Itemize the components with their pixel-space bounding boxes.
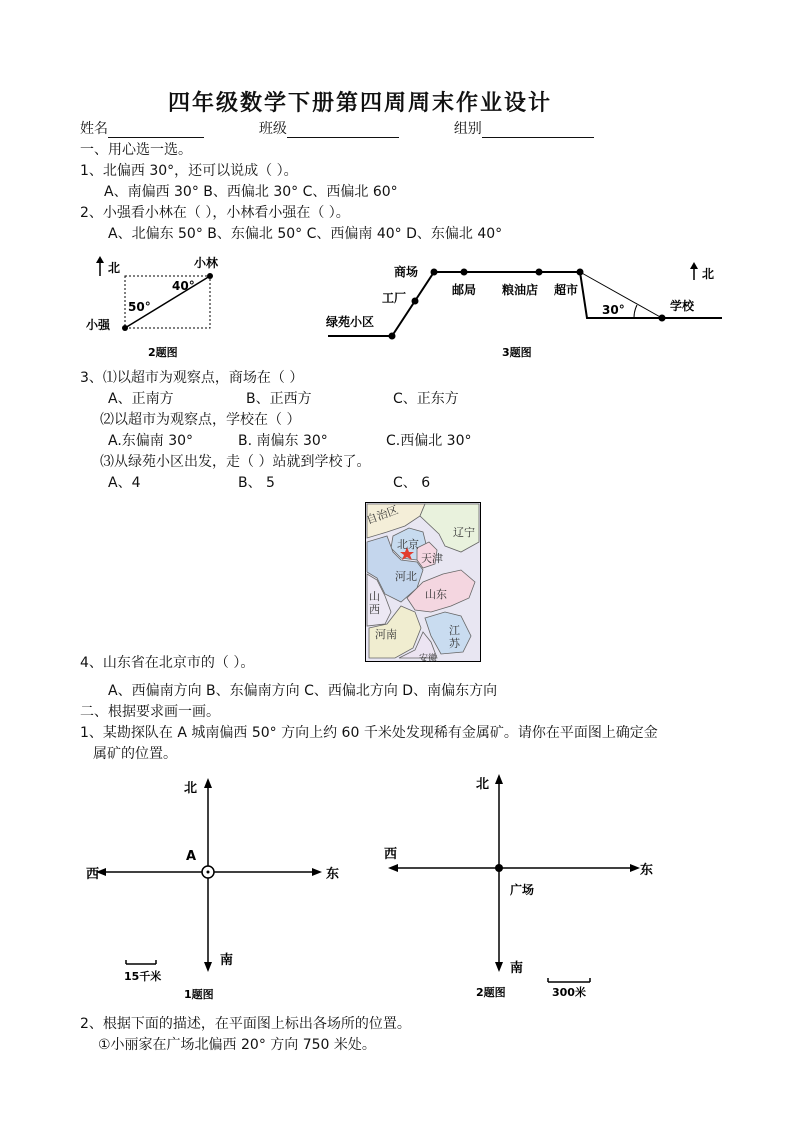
map-label-jiangsu-2: 苏 [449, 637, 460, 650]
q3-p2-opt-c: C.西偏北 30° [386, 433, 472, 449]
q3-p2-opt-a: A.东偏南 30° [108, 433, 194, 449]
west-label: 西 [86, 867, 100, 882]
square-dot [495, 864, 503, 872]
q3-p3-opt-b: B、 5 [238, 475, 275, 491]
q3-part3: ⑶从绿苑小区出发，走（ ）站就到学校了。 [100, 454, 371, 470]
map-label-anhui: 安徽 [419, 654, 438, 662]
fig2b-caption: 2题图 [476, 986, 506, 999]
scale-label: 15千米 [124, 970, 162, 983]
west-label: 西 [384, 847, 398, 862]
q4-text: 4、山东省在北京市的（ ）。 [80, 655, 255, 671]
south-arrowhead [495, 962, 503, 972]
group-label: 组别 [453, 121, 482, 137]
north-arrowhead [96, 256, 104, 263]
scale-label: 300米 [552, 986, 586, 999]
north-arrowhead [204, 778, 212, 788]
east-label: 东 [326, 867, 340, 882]
xiaoqiang-label: 小强 [86, 318, 111, 332]
map-label-beijing: 北京 [397, 538, 419, 551]
q2-options: A、北偏东 50° B、东偏北 50° C、西偏南 40° D、东偏北 40° [108, 226, 503, 242]
q3-part2: ⑵以超市为观察点，学校在（ ） [100, 412, 301, 428]
shangchang-label: 商场 [394, 265, 419, 279]
stop-gongchang [412, 298, 419, 305]
fig3-caption: 3题图 [502, 346, 532, 359]
q2-text: 2、小强看小林在（ ），小林看小强在（ ）。 [80, 205, 350, 221]
south-label: 南 [220, 953, 234, 968]
map-label-zizhiqu: 自治区 [365, 503, 401, 527]
map-label-henan: 河南 [375, 628, 397, 641]
s2-q2-line1: 2、根据下面的描述，在平面图上标出各场所的位置。 [80, 1016, 411, 1032]
north-label: 北 [184, 781, 198, 796]
map-label-shandong: 山东 [425, 588, 447, 601]
youju-label: 邮局 [452, 283, 477, 297]
q4-options: A、西偏南方向 B、东偏南方向 C、西偏北方向 D、南偏东方向 [108, 683, 498, 699]
map-label-shanxi-1: 山 [369, 590, 380, 603]
north-arrowhead-3 [690, 262, 698, 269]
stop-liangyoudian [536, 269, 543, 276]
q3-p3-opt-a: A、4 [108, 475, 141, 491]
q3-part1: 3、⑴以超市为观察点，商场在（ ） [80, 370, 304, 386]
gongchang-label: 工厂 [382, 291, 407, 305]
q3-p3-opt-c: C、 6 [393, 475, 431, 491]
province-map [365, 502, 481, 662]
xiaolin-label: 小林 [194, 256, 219, 270]
north-label: 北 [476, 777, 490, 792]
point-a-label: A [186, 849, 197, 864]
q1-text: 1、北偏西 30°，还可以说成（ ）。 [80, 163, 298, 179]
xuexiao-label: 学校 [670, 299, 695, 313]
s2-q1-line1: 1、某勘探队在 A 城南偏西 50° 方向上约 60 千米处发现稀有金属矿。请你在平面图上确定金 [80, 725, 658, 741]
q3-p1-opt-a: A、正南方 [108, 391, 174, 407]
stop-shangchang [431, 269, 438, 276]
figure-q3 [322, 256, 732, 363]
class-blank[interactable] [287, 123, 399, 138]
fig2-caption: 2题图 [148, 346, 178, 359]
square-label: 广场 [510, 883, 535, 897]
west-arrowhead [388, 864, 398, 872]
angle-arc [634, 305, 637, 318]
student-info-row [80, 120, 594, 138]
map-label-jiangsu-1: 江 [449, 624, 460, 637]
q1-options: A、南偏西 30° B、西偏北 30° C、西偏北 60° [104, 184, 398, 200]
east-arrowhead [312, 868, 322, 876]
q3-p2-opt-b: B. 南偏东 30° [238, 433, 328, 449]
xiaolin-dot [207, 273, 213, 279]
q3-p1-opt-c: C、正东方 [393, 391, 459, 407]
map-label-liaoning: 辽宁 [453, 526, 475, 539]
lvyuan-label: 绿苑小区 [326, 315, 375, 329]
fig1-caption: 1题图 [184, 988, 214, 1001]
angle-40-label: 40° [172, 279, 195, 293]
stop-lvyuan [389, 333, 396, 340]
point-a-center [207, 871, 210, 874]
group-blank[interactable] [482, 123, 594, 138]
compass-figure-1 [80, 774, 350, 1004]
class-label: 班级 [258, 121, 287, 137]
south-arrowhead [204, 962, 212, 972]
north-label-3: 北 [702, 267, 715, 281]
q3-p1-opt-b: B、正西方 [246, 391, 312, 407]
name-blank[interactable] [108, 123, 204, 138]
compass-figure-2 [380, 770, 670, 1002]
east-label: 东 [640, 863, 654, 878]
figure-q2 [80, 248, 250, 363]
section1-heading: 一、用心选一选。 [80, 142, 192, 158]
map-label-hebei: 河北 [395, 570, 417, 583]
s2-q1-line2: 属矿的位置。 [93, 746, 177, 762]
angle-50-label: 50° [128, 300, 151, 314]
s2-q2-line2: ①小丽家在广场北偏西 20° 方向 750 米处。 [98, 1037, 376, 1053]
stop-youju [461, 269, 468, 276]
xiaoqiang-dot [122, 325, 128, 331]
chaoshi-label: 超市 [554, 283, 579, 297]
page-title: 四年级数学下册第四周周末作业设计 [168, 90, 553, 116]
name-label: 姓名 [80, 121, 108, 137]
map-label-tianjin: 天津 [421, 552, 443, 565]
angle-30-label: 30° [602, 303, 625, 317]
north-arrowhead [495, 774, 503, 784]
section2-heading: 二、根据要求画一画。 [80, 704, 220, 720]
liangyoudian-label: 粮油店 [502, 283, 539, 297]
map-label-shanxi-2: 西 [369, 603, 380, 616]
east-arrowhead [630, 864, 640, 872]
north-label: 北 [108, 261, 121, 275]
south-label: 南 [510, 961, 524, 976]
